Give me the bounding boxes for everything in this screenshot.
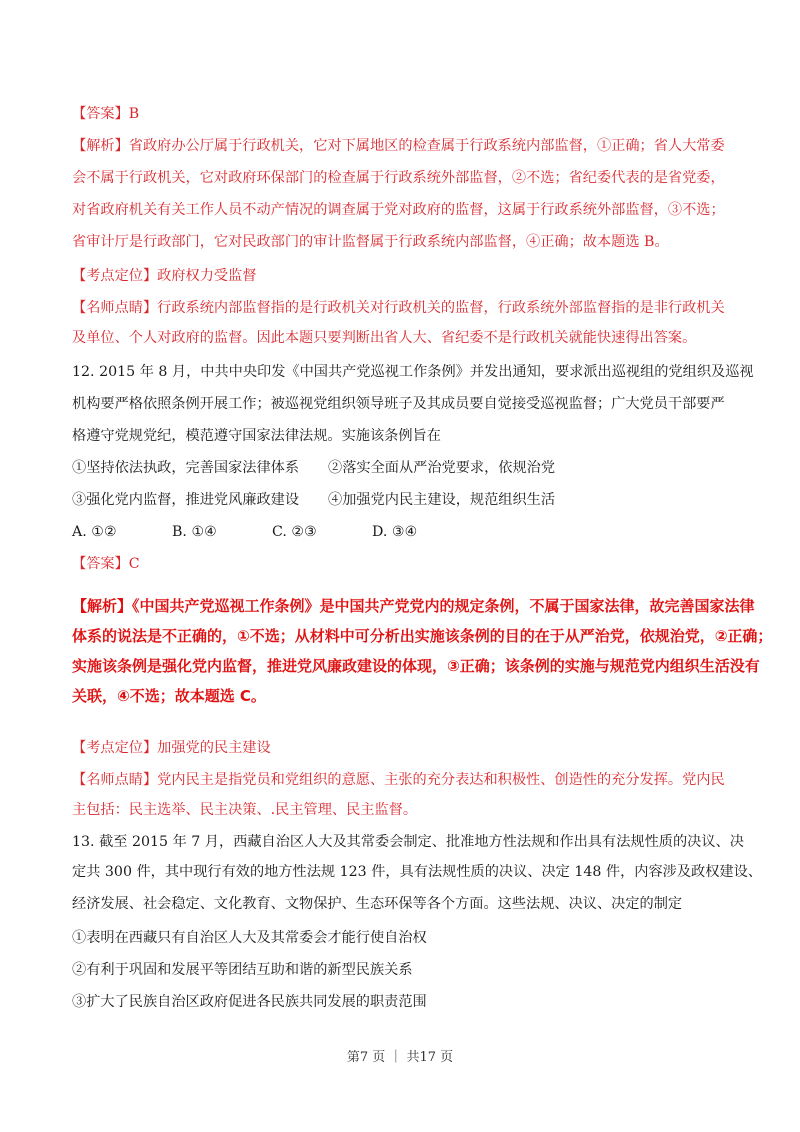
q12-stem-line-2: 机构要严格依照条例开展工作；被巡视党组织领导班子及其成员要自觉接受巡视监督；广大党员干部要严 bbox=[72, 396, 725, 412]
q12-analysis-line-2: 体系的说法是不正确的，①不选；从材料中可分析出实施该条例的目的在于从严治党，依规治党，②正确； bbox=[72, 627, 773, 645]
q12-items-row-2 bbox=[72, 490, 732, 510]
q12-items-row-1 bbox=[72, 458, 732, 478]
page-footer: 第7 页 ｜ 共17 页 bbox=[346, 1050, 454, 1065]
q12-tip-line-2: 主包括：民主选举、民主决策、.民主管理、民主监督。 bbox=[72, 802, 418, 818]
q12-item-1: ①坚持依法执政，完善国家法律体系 bbox=[72, 460, 300, 476]
q12-analysis-line-4: 关联，④不选；故本题选 C。 bbox=[72, 687, 266, 705]
q13-stem-line-1: 13. 截至 2015 年 7 月，西藏自治区人大及其常委会制定、批准地方性法规和作出具有法规性质的决议、决 bbox=[72, 834, 744, 850]
q11-analysis-line-1 bbox=[72, 136, 732, 156]
answer-tag: 【答案】 bbox=[72, 106, 129, 122]
q11-analysis-line-4: 省审计厅是行政部门，它对民政部门的审计监督属于行政系统内部监督，④正确；故本题选 B。 bbox=[72, 234, 669, 250]
choice-b: B. ①④ bbox=[172, 524, 217, 540]
analysis-tag: 【解析】 bbox=[72, 597, 133, 615]
q12-choices bbox=[72, 522, 732, 542]
q12-stem-line-3: 格遵守党规党纪，模范遵守国家法律法规。实施该条例旨在 bbox=[72, 428, 441, 444]
answer-value: C bbox=[128, 556, 140, 572]
tip-tag: 【名师点睛】 bbox=[72, 300, 158, 316]
analysis-text: 省政府办公厅属于行政机关，它对下属地区的检查属于行政系统内部监督，①正确；省人大常委 bbox=[128, 138, 725, 154]
choice-a: A. ①② bbox=[72, 524, 117, 540]
tip-text: 党内民主是指党员和党组织的意愿、主张的充分表达和积极性、创造性的充分发挥。党内民 bbox=[157, 772, 725, 788]
analysis-tag: 【解析】 bbox=[72, 138, 129, 154]
q12-stem-line-1: 12. 2015 年 8 月，中共中央印发《中国共产党巡视工作条例》并发出通知，要求派出巡视组的党组织及巡视 bbox=[72, 364, 754, 380]
q12-item-2: ②落实全面从严治党要求，依规治党 bbox=[328, 460, 556, 476]
choice-c: C. ②③ bbox=[272, 524, 317, 540]
choice-d: D. ③④ bbox=[372, 524, 418, 540]
tip-text: 行政系统内部监督指的是行政机关对行政机关的监督，行政系统外部监督指的是非行政机关 bbox=[157, 300, 725, 316]
q13-item-3: ③扩大了民族自治区政府促进各民族共同发展的职责范围 bbox=[72, 994, 427, 1010]
analysis-text: 《中国共产党巡视工作条例》是中国共产党党内的规定条例，不属于国家法律，故完善国家法律 bbox=[132, 597, 755, 615]
q11-tip-line-2: 及单位、个人对政府的监督。因此本题只要判断出省人大、省纪委不是行政机关就能快速得出答案。 bbox=[72, 330, 697, 346]
q13-item-2: ②有利于巩固和发展平等团结互助和谐的新型民族关系 bbox=[72, 962, 413, 978]
tip-tag: 【名师点睛】 bbox=[72, 772, 158, 788]
point-text: 政府权力受监督 bbox=[157, 268, 257, 284]
q11-analysis-line-3: 对省政府机关有关工作人员不动产情况的调查属于党对政府的监督，这属于行政系统外部监督，③不选； bbox=[72, 202, 725, 218]
q11-point bbox=[72, 266, 732, 286]
q13-stem-line-3: 经济发展、社会稳定、文化教育、文物保护、生态环保等各个方面。这些法规、决议、决定的制定 bbox=[72, 896, 683, 912]
q12-item-3: ③强化党内监督，推进党风廉政建设 bbox=[72, 492, 300, 508]
q11-tip-line-1 bbox=[72, 298, 732, 318]
answer-value: B bbox=[128, 106, 140, 122]
q12-point bbox=[72, 738, 732, 758]
q12-item-4: ④加强党内民主建设，规范组织生活 bbox=[328, 492, 556, 508]
q11-answer bbox=[72, 104, 732, 124]
q12-answer bbox=[72, 554, 732, 574]
answer-tag: 【答案】 bbox=[72, 556, 129, 572]
q12-tip-line-1 bbox=[72, 770, 732, 790]
q13-item-1: ①表明在西藏只有自治区人大及其常委会才能行使自治权 bbox=[72, 930, 427, 946]
q11-analysis-line-2: 会不属于行政机关，它对政府环保部门的检查属于行政系统外部监督，②不选；省纪委代表的是省党委， bbox=[72, 170, 725, 186]
q12-analysis-line-1 bbox=[72, 596, 755, 616]
point-text: 加强党的民主建设 bbox=[157, 740, 271, 756]
q12-analysis-line-3: 实施该条例是强化党内监督，推进党风廉政建设的体现，③正确；该条例的实施与规范党内组织生活没有 bbox=[72, 657, 760, 675]
point-tag: 【考点定位】 bbox=[72, 740, 158, 756]
q13-stem-line-2: 定共 300 件，其中现行有效的地方性法规 123 件，具有法规性质的决议、决定 148 件，内容涉及政权建设、 bbox=[72, 864, 762, 880]
point-tag: 【考点定位】 bbox=[72, 268, 158, 284]
